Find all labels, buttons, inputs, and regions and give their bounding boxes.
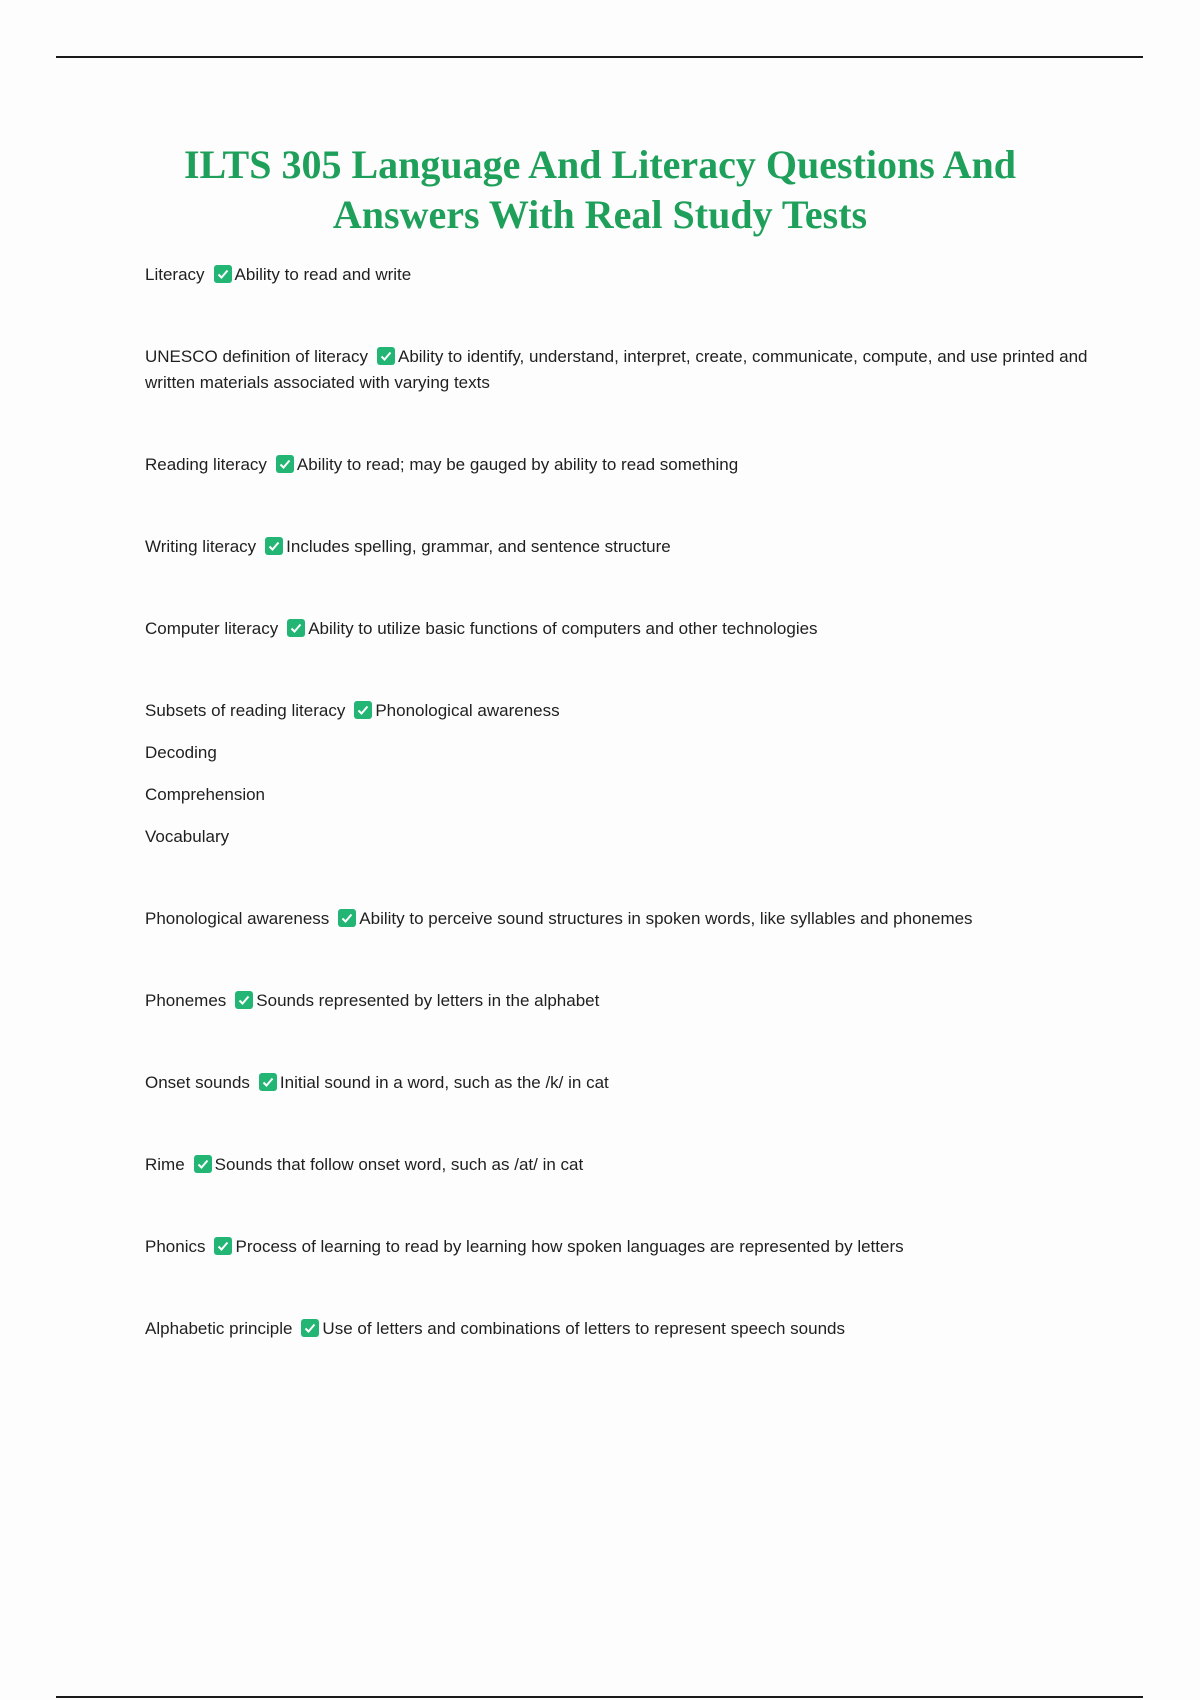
check-mark-icon bbox=[338, 909, 356, 927]
check-mark-icon bbox=[354, 701, 372, 719]
document-title: ILTS 305 Language And Literacy Questions And Answers With Real Study Tests bbox=[183, 142, 1017, 237]
term: Rime bbox=[145, 1155, 185, 1174]
definition: Ability to read and write bbox=[234, 265, 412, 284]
definition: Includes spelling, grammar, and sentence structure bbox=[286, 537, 671, 556]
definition: Initial sound in a word, such as the /k/ in cat bbox=[279, 1073, 609, 1092]
list-item bbox=[145, 344, 1095, 396]
check-mark-icon bbox=[214, 1237, 232, 1255]
list-item bbox=[145, 1316, 1095, 1342]
top-divider bbox=[56, 56, 1143, 58]
bottom-divider bbox=[56, 1696, 1143, 1698]
definition: Use of letters and combinations of letters to represent speech sounds bbox=[322, 1319, 845, 1338]
term: Phonological awareness bbox=[145, 909, 330, 928]
check-mark-icon bbox=[301, 1319, 319, 1337]
definition: Ability to perceive sound structures in spoken words, like syllables and phonemes bbox=[359, 909, 973, 928]
definition: Ability to read; may be gauged by ability to read something bbox=[296, 455, 739, 474]
check-mark-icon bbox=[259, 1073, 277, 1091]
term: Literacy bbox=[145, 265, 205, 284]
term: Reading literacy bbox=[145, 455, 267, 474]
definition: Process of learning to read by learning how spoken languages are represented by letters bbox=[235, 1237, 904, 1256]
definition-line: Vocabulary bbox=[145, 827, 230, 846]
term: Phonics bbox=[145, 1237, 206, 1256]
check-mark-icon bbox=[194, 1155, 212, 1173]
check-mark-icon bbox=[287, 619, 305, 637]
term: Writing literacy bbox=[145, 537, 257, 556]
list-item bbox=[145, 452, 1095, 478]
list-item bbox=[145, 534, 1095, 560]
definition: Ability to identify, understand, interpret, create, communicate, compute, and use printed and written materials associated with varying texts bbox=[145, 347, 1088, 392]
check-mark-icon bbox=[235, 991, 253, 1009]
list-item bbox=[145, 988, 1095, 1014]
list-item bbox=[145, 906, 1095, 932]
list-item bbox=[145, 698, 1095, 850]
definition-line: Comprehension bbox=[145, 785, 266, 804]
list-item bbox=[145, 1152, 1095, 1178]
term: UNESCO definition of literacy bbox=[145, 347, 368, 366]
check-mark-icon bbox=[377, 347, 395, 365]
definition: Sounds that follow onset word, such as /at/ in cat bbox=[214, 1155, 584, 1174]
term: Phonemes bbox=[145, 991, 227, 1010]
definition-line: Decoding bbox=[145, 743, 217, 762]
list-item bbox=[145, 616, 1095, 642]
definition: Phonological awareness bbox=[375, 701, 560, 720]
term: Computer literacy bbox=[145, 619, 279, 638]
term: Onset sounds bbox=[145, 1073, 250, 1092]
check-mark-icon bbox=[276, 455, 294, 473]
list-item bbox=[145, 262, 1095, 288]
flashcard-list bbox=[145, 262, 1095, 1342]
check-mark-icon bbox=[265, 537, 283, 555]
definition: Sounds represented by letters in the alphabet bbox=[256, 991, 600, 1010]
list-item bbox=[145, 1234, 1095, 1260]
term: Alphabetic principle bbox=[145, 1319, 293, 1338]
check-mark-icon bbox=[214, 265, 232, 283]
list-item bbox=[145, 1070, 1095, 1096]
term: Subsets of reading literacy bbox=[145, 701, 346, 720]
definition: Ability to utilize basic functions of computers and other technologies bbox=[308, 619, 818, 638]
